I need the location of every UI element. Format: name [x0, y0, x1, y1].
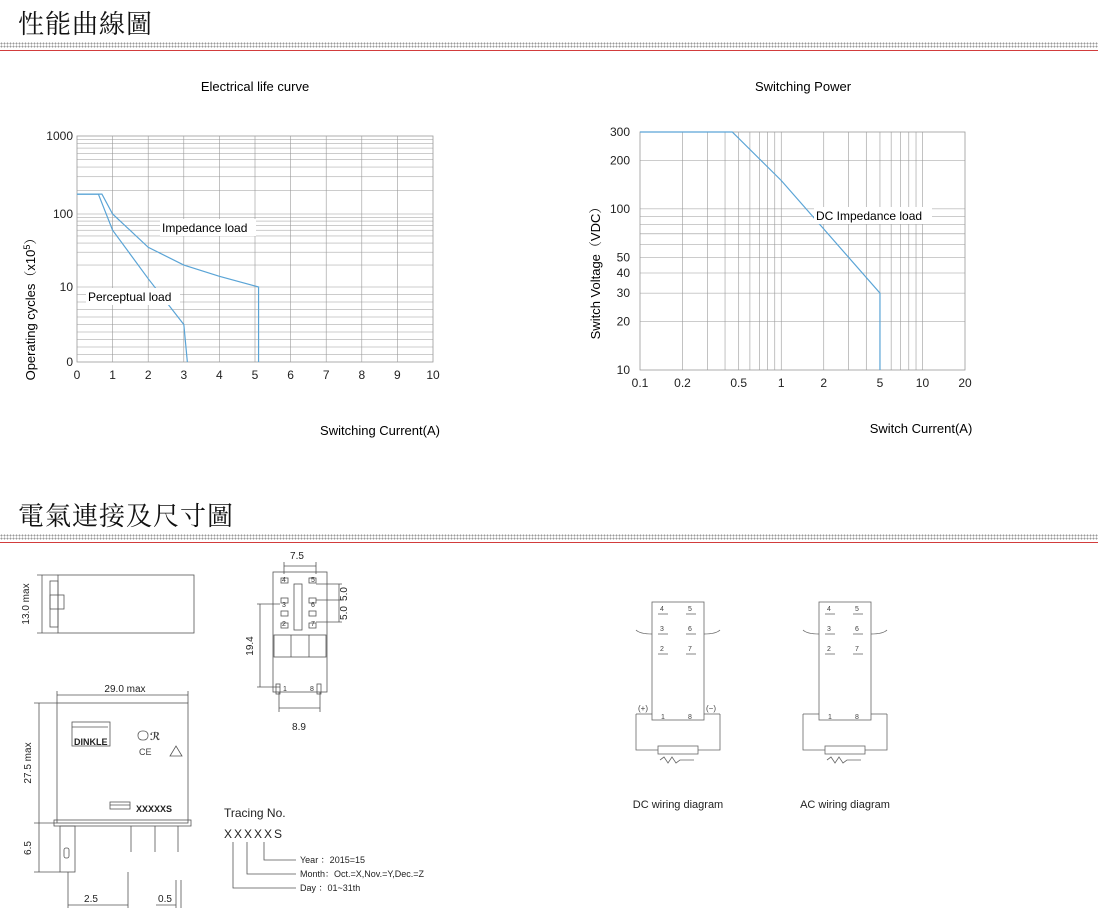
- x-tick-label: 4: [216, 368, 223, 382]
- y-tick-label: 30: [616, 286, 630, 301]
- dc-plus-label: (+): [638, 704, 648, 713]
- dim-front-height: 13.0 max: [21, 583, 32, 625]
- dim-body-width: 29.0 max: [104, 684, 146, 695]
- series-lines: [640, 132, 880, 370]
- dc-pin-4: 4: [660, 606, 664, 613]
- y-tick-labels: [610, 125, 630, 377]
- dim-pin-gap-1: 5.0: [339, 587, 350, 601]
- y-tick-label: 20: [616, 314, 630, 329]
- y-tick-labels: [46, 129, 73, 369]
- dc-pin-3: 3: [660, 626, 664, 633]
- pin-label-6: 6: [311, 602, 315, 609]
- x-tick-label: 8: [358, 368, 366, 382]
- x-tick-label: 1: [777, 376, 785, 390]
- ac-pin-2: 2: [827, 646, 831, 653]
- x-tick-label: 2: [820, 376, 828, 390]
- dc-minus-label: (−): [706, 704, 716, 713]
- dc-caption: DC wiring diagram: [632, 799, 724, 811]
- wiring-diagrams: [600, 590, 920, 830]
- x-tick-label: 0.1: [631, 376, 649, 390]
- y-tick-label: 40: [616, 265, 630, 280]
- x-tick-label: 6: [287, 368, 294, 382]
- dc-pin-7: 7: [688, 646, 692, 653]
- section-heading-wiring: 電氣連接及尺寸圖: [18, 502, 235, 532]
- dc-pin-2: 2: [660, 646, 664, 653]
- y-tick-label: 10: [59, 280, 73, 294]
- section-heading-curves: 性能曲線圖: [18, 10, 154, 40]
- series-label-perceptual: Perceptual load: [88, 290, 172, 304]
- x-tick-label: 5: [876, 376, 884, 390]
- tracing-legend-lines: [233, 842, 296, 888]
- chart-title: Switching Power: [754, 79, 852, 94]
- pin-label-2: 2: [282, 621, 286, 628]
- y-tick-label: 0: [66, 355, 73, 369]
- series-line-dc: [640, 132, 880, 370]
- dimension-drawings: [0, 540, 460, 917]
- dc-wiring-diagram: [636, 602, 720, 763]
- pin-label-7: 7: [311, 621, 315, 628]
- dim-pin-thickness: 0.5: [158, 894, 172, 905]
- ac-pin-8: 8: [855, 714, 859, 721]
- x-tick-label: 10: [426, 368, 440, 382]
- bottom-view: [257, 562, 342, 712]
- dc-pin-5: 5: [688, 606, 692, 613]
- tracing-value: XXXXXS: [224, 827, 285, 841]
- pin-label-5: 5: [311, 577, 315, 584]
- x-tick-labels: [632, 376, 972, 390]
- x-tick-label: 20: [958, 376, 972, 390]
- x-tick-label: 0: [73, 368, 81, 382]
- y-tick-label: 100: [52, 207, 73, 221]
- ac-pin-1: 1: [828, 714, 832, 721]
- ul-mark: ℛ: [150, 731, 161, 743]
- x-tick-label: 9: [394, 368, 401, 382]
- tracing-year: Year ：2015=15: [300, 855, 365, 865]
- ac-pin-6: 6: [855, 626, 859, 633]
- ac-pin-3: 3: [827, 626, 831, 633]
- tracing-code-mark: XXXXXS: [136, 804, 173, 814]
- brand-label: DINKLE: [74, 737, 108, 747]
- ac-pin-5: 5: [855, 606, 859, 613]
- x-tick-label: 2: [144, 368, 152, 382]
- ac-wiring-diagram: [803, 602, 887, 763]
- x-tick-label: 0.2: [674, 376, 691, 390]
- x-tick-label: 7: [322, 368, 330, 382]
- chart-title: Electrical life curve: [200, 79, 310, 94]
- dim-body-height: 27.5 max: [23, 742, 34, 784]
- dim-pin-width: 8.9: [292, 722, 306, 733]
- dc-pin-8: 8: [688, 714, 692, 721]
- x-axis-label: Switch Current(A): [869, 421, 973, 436]
- front-view: [34, 691, 191, 908]
- x-tick-label: 3: [180, 368, 188, 382]
- dc-pin-1: 1: [661, 714, 665, 721]
- switching-power-chart: [560, 60, 1098, 460]
- dc-pin-6: 6: [688, 626, 692, 633]
- dim-pin-pitch: 7.5: [290, 551, 304, 562]
- x-tick-label: 5: [251, 368, 259, 382]
- pin-label-4: 4: [282, 577, 286, 584]
- pin-label-8: 8: [310, 686, 314, 693]
- y-tick-label: 10: [616, 363, 630, 377]
- tracing-month: Month：Oct.=X,Nov.=Y,Dec.=Z: [300, 869, 424, 879]
- pin-label-1: 1: [283, 686, 287, 693]
- ac-caption: AC wiring diagram: [800, 799, 890, 811]
- dim-pin-length: 6.5: [23, 841, 34, 855]
- side-view: [37, 575, 194, 633]
- y-tick-label: 200: [609, 153, 630, 168]
- y-tick-label: 1000: [46, 129, 73, 143]
- ac-pin-4: 4: [827, 606, 831, 613]
- tracing-day: Day ：01~31th: [300, 883, 361, 893]
- dim-pin-span: 19.4: [245, 636, 256, 656]
- ac-pin-7: 7: [855, 646, 859, 653]
- x-tick-label: 1: [109, 368, 116, 382]
- dim-pin-gap-2: 5.0: [339, 606, 350, 620]
- series-label-dc: DC Impedance load: [816, 209, 923, 223]
- pin-label-3: 3: [282, 602, 286, 609]
- ce-mark: CE: [139, 747, 152, 757]
- chart-grid: [640, 132, 965, 370]
- y-axis-label: Operating $cycles(x10^5)$: [22, 231, 38, 381]
- dim-pin-offset: 2.5: [84, 894, 98, 905]
- y-tick-label: 50: [616, 250, 630, 265]
- chart-grid: [77, 136, 433, 362]
- x-axis-label: Switching Current(A): [320, 423, 440, 438]
- x-tick-label: 0.5: [730, 376, 748, 390]
- series-label-impedance: Impedance load: [162, 221, 248, 235]
- x-tick-labels: [74, 368, 440, 382]
- electrical-life-chart: [0, 60, 540, 460]
- x-tick-label: 10: [915, 376, 930, 390]
- y-tick-label: 100: [609, 201, 630, 216]
- y-axis-label: Switch Voltage（VDC）: [588, 200, 603, 340]
- y-tick-label: 300: [609, 125, 630, 139]
- tracing-title: Tracing No.: [224, 806, 286, 820]
- section-separator: [0, 42, 1098, 51]
